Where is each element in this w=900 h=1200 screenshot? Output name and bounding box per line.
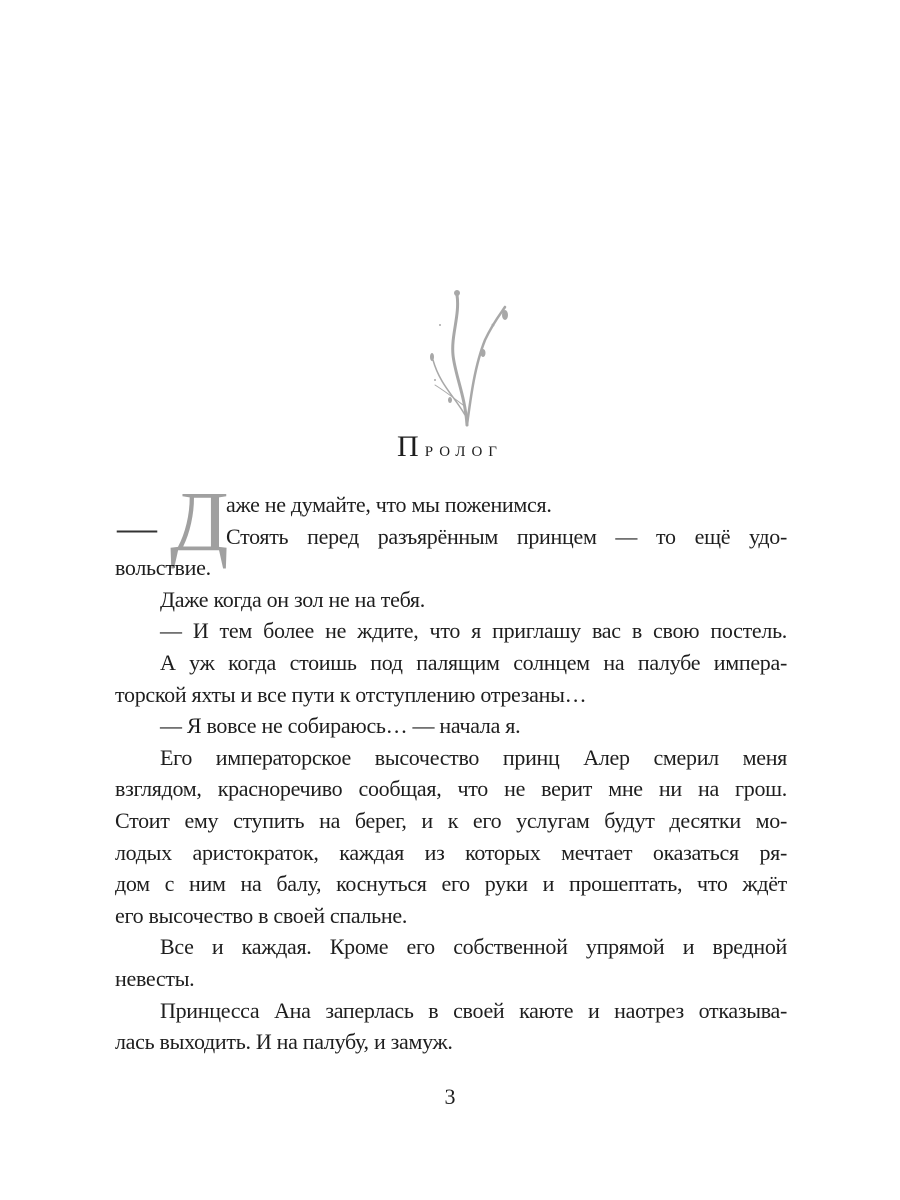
text-line: взглядом, красноречиво сообщая, что не верит мне ни на грош.	[115, 776, 787, 802]
chapter-title-rest: ролог	[424, 436, 503, 461]
text-line: аже не думайте, что мы поженимся.	[226, 492, 552, 517]
text-line: Его императорское высочество принц Алер смерил меня	[160, 744, 787, 770]
text-line: торской яхты и все пути к отступлению отрезаны…	[115, 681, 587, 707]
text-line: — Я вовсе не собираюсь… — начала я.	[160, 713, 521, 739]
text-line: лась выходить. И на палубу, и замуж.	[115, 1029, 453, 1055]
text-line: — И тем более не ждите, что я приглашу вас в свою постель.	[160, 618, 787, 644]
text-line: Принцесса Ана заперлась в своей каюте и наотрез отказыва-	[160, 997, 787, 1023]
drop-cap: Д	[170, 473, 229, 569]
chapter-title	[0, 430, 900, 464]
text-line: его высочество в своей спальне.	[115, 902, 408, 928]
text-line: Даже когда он зол не на тебя.	[160, 586, 425, 612]
chapter-title-initial: П	[397, 430, 425, 463]
text-line: невесты.	[115, 966, 195, 991]
dialogue-dash: —	[117, 505, 157, 550]
page-number: 3	[444, 1084, 456, 1109]
text-line: дом с ним на балу, коснуться его руки и прошептать, что ждёт	[115, 871, 787, 897]
text-line: вольствие.	[115, 555, 211, 581]
text-line: Все и каждая. Кроме его собственной упрямой и вредной	[160, 934, 787, 960]
plant-ornament-icon	[405, 285, 515, 430]
text-line: Стоит ему ступить на берег, и к его услугам будут десятки мо-	[115, 808, 787, 833]
text-line: лодых аристократок, каждая из которых мечтает оказаться ря-	[115, 839, 787, 865]
text-line: Стоять перед разъярённым принцем — то ещё удо-	[226, 523, 787, 549]
text-line: А уж когда стоишь под палящим солнцем на палубе импера-	[160, 650, 787, 675]
